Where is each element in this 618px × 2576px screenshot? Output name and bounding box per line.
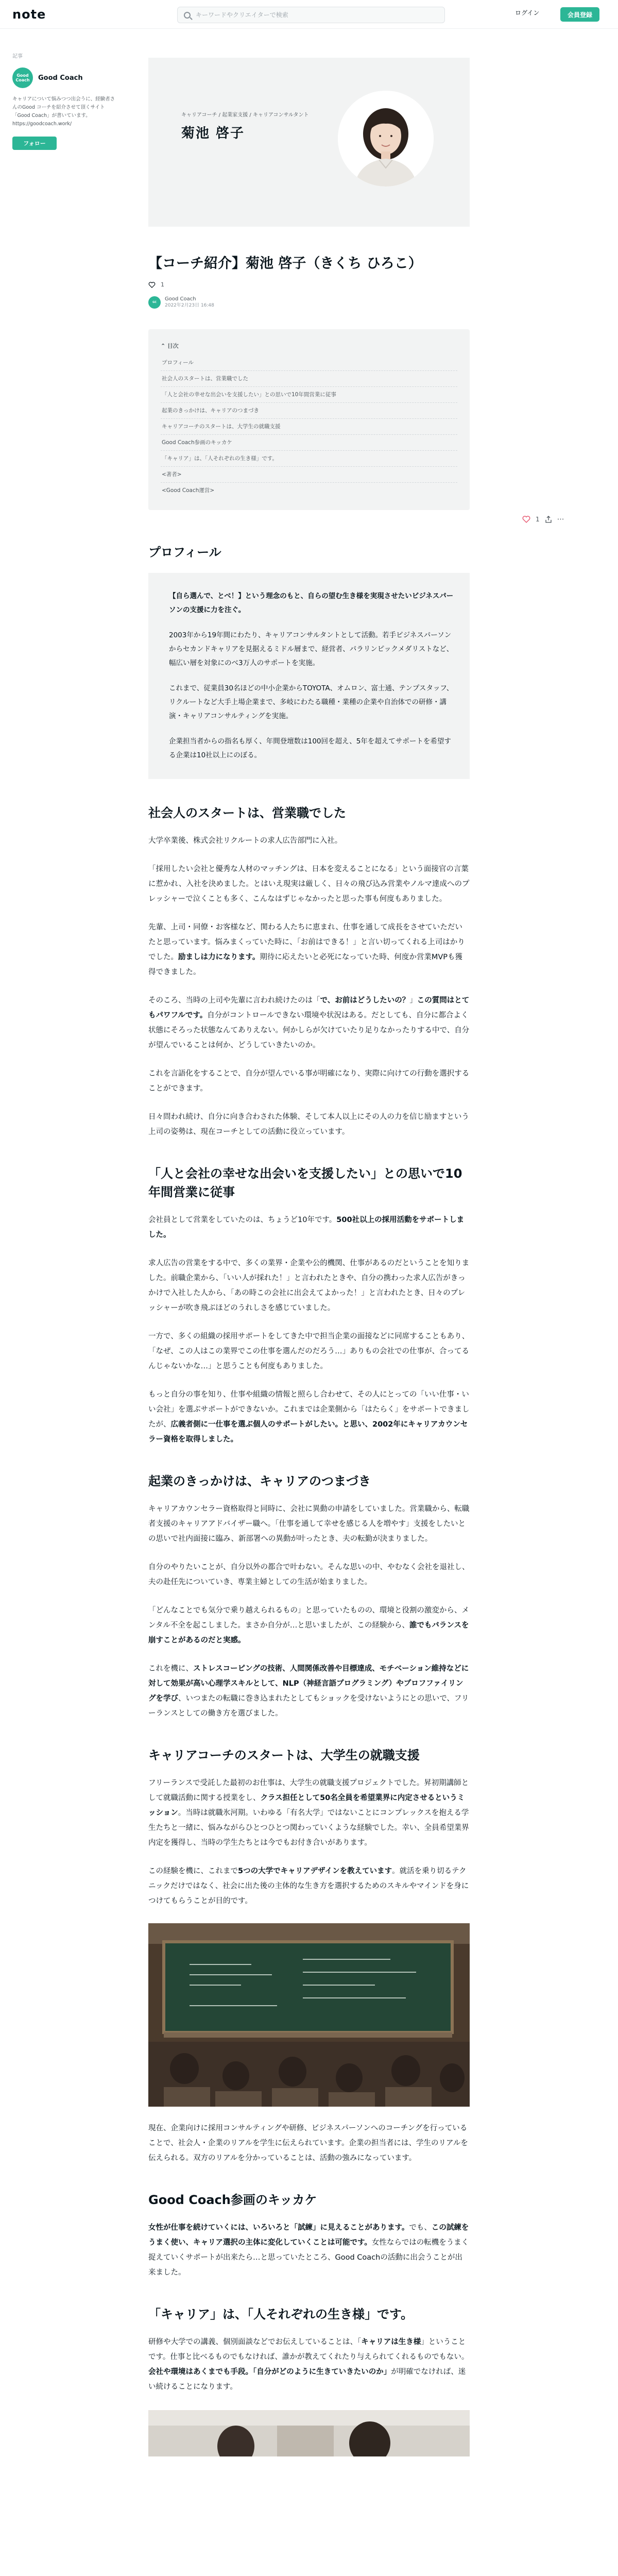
signup-button[interactable]: 会員登録 — [560, 7, 599, 22]
text: 会社員として営業をしていたのは、ちょうど10年です。 — [148, 1216, 337, 1224]
paragraph — [148, 1662, 470, 1721]
text: これを機に、 — [148, 1665, 193, 1673]
search-box[interactable] — [177, 7, 445, 23]
text: でも、 — [409, 2224, 432, 2232]
note-logo[interactable]: note — [12, 7, 46, 22]
bold-text: 5つの大学でキャリアデザインを教えています — [238, 1867, 392, 1875]
author-name[interactable]: Good Coach — [165, 296, 196, 302]
author-row[interactable] — [148, 296, 470, 309]
section-first-job — [148, 804, 470, 1140]
section-sales-years — [148, 1164, 470, 1447]
text: 」ということです。仕事と比べるものでもなければ、誰かが教えてくれたり与えられてくれるものでもない。 — [148, 2338, 469, 2361]
paragraph: キャリアカウンセラー資格取得と同時に、会社に異動の申請をしていました。営業職から、転職者支援のキャリアアドバイザー職へ。「仕事を通して幸せを感じる人を増やす」支援をしたいとの思いで社内面接に臨み、新部署への異動が叶ったとき、夫の転勤が決まりました。 — [148, 1505, 470, 1543]
text: 。当時は就職氷河期。いわゆる「有名大学」ではないことにコンプレックスを抱える学生たちと一緒に、悩みながらひとつひとつ関わっていくような経験でした。幸い、全員希望業界内定を獲得し、当時の学生たちとは今でもお付き合いがあります。 — [148, 1809, 469, 1847]
follow-button[interactable]: フォロー — [12, 137, 57, 150]
toc-heading-label: 目次 — [167, 343, 179, 349]
paragraph — [148, 1864, 470, 1909]
paragraph — [148, 1603, 470, 1648]
creator-description: キャリアについて悩みつつ出会うに、経験者さんのGood コーチを紹介させて頂くサイト「Good Coach」が書いています。https://goodcoach.work/ — [12, 96, 115, 127]
text: 」 — [409, 996, 417, 1005]
text: が明確でなければ、迷い続けることになります。 — [148, 2368, 466, 2391]
like-heart-icon[interactable] — [148, 282, 156, 288]
paragraph: これを言語化をすることで、自分が望んでいる事が明確になり、実際に向けての行動を選択することができます。 — [148, 1070, 470, 1093]
bold-text: 励ましは力になります。 — [178, 953, 260, 961]
section-heading: 起業のきっかけは、キャリアのつまづき — [148, 1474, 371, 1488]
bold-text: この質問はとてもパワフルです。 — [148, 996, 470, 1020]
section-heading: キャリアコーチのスタートは、大学生の就職支援 — [148, 1748, 420, 1762]
toc-item[interactable]: Good Coach参画のキッカケ — [161, 435, 457, 451]
section-heading: Good Coach参画のキッカケ — [148, 2193, 317, 2207]
paragraph: 日々問われ続け、自分に向き合わされた体験、そして本人以上にその人の力を信じ励ますという上司の姿勢は、現在コーチとしての活動に役立っています。 — [148, 1113, 469, 1136]
text: 、いつまたの転職に巻き込まれたとしてもショックを受けないようにとの思いで、フリーランスとしての働き方を選びました。 — [148, 1694, 469, 1718]
section-career-is-life — [148, 2305, 470, 2456]
text: 先輩、上司・同僚・お客様など、関わる人たちに恵まれ、仕事を通して成長をさせていただいたと思っています。悩みまくっていた時に、「お前はできる！」と言い切ってくれる上司はかりでした。 — [148, 923, 465, 961]
profile-lead-text: 【自ら選んで、とべ！】という理念のもと、自らの望む生き様を実現させたいビジネスパーソンの支援に力を注ぐ。 — [169, 592, 454, 614]
paragraph — [148, 1387, 470, 1447]
creator-section-label: 記事 — [12, 54, 23, 59]
bold-text: ストレスコーピングの技術、人間関係改善や目標達成、モチベーション維持などに対して効果が高い心理学スキルとして、NLP（神経言語プログラミング）やプロフファイリングを学び — [148, 1665, 469, 1703]
floating-actions — [522, 515, 564, 523]
toc-item[interactable]: 社会人のスタートは、営業職でした — [161, 371, 457, 387]
more-options-icon[interactable]: ⋯ — [557, 515, 564, 523]
toc-toggle-icon: ⌃ — [161, 343, 167, 349]
like-heart-icon[interactable] — [522, 516, 530, 523]
publish-date: 2022年2月23日 16:48 — [165, 303, 214, 308]
profile-paragraph: これまで、従業員30名ほどの中小企業からTOYOTA、オムロン、富士通、テンプスタッフ、リクルートなど大手上場企業まで、多岐にわたる職種・業種の企業や自治体での研修・講演・キャリアコンサルティングを実施。 — [169, 684, 454, 720]
paragraph — [148, 1776, 470, 1851]
section-founding — [148, 1472, 470, 1721]
section-heading: 「人と会社の幸せな出会いを支援したい」との思いで10年間営業に従事 — [148, 1166, 462, 1199]
text: 研修や大学での講義、個別面談などでお伝えしていることは、「 — [148, 2338, 362, 2346]
paragraph: 「採用したい会社と優秀な人材のマッチングは、日本を変えることになる」という面接官の言葉に惹かれ、入社を決めました。とはいえ現実は厳しく、日々の飛び込み営業やノルマ達成へのプレッシャーで泣くことも多く、こんなはずじゃなかったと思った事も何度もありました。 — [148, 865, 470, 903]
paragraph: 現在、企業向けに採用コンサルティングや研修、ビジネスパーソンへのコーチングを行っていることで、社会人・企業のリアルを学生に伝えられています。企業の担当者には、学生のリアルを伝えられる。双方のリアルを分かっていることは、活動の強みになっています。 — [148, 2124, 468, 2162]
profile-box — [148, 573, 470, 779]
toc-item[interactable]: プロフィール — [161, 355, 457, 371]
toc-item[interactable]: 「人と会社の幸せな出会いを支援したい」との思いで10年間営業に従事 — [161, 387, 457, 403]
section-heading: プロフィール — [148, 545, 221, 560]
profile-paragraph: 企業担当者からの指名も厚く、年間登壇数は100回を超え、5年を超えてサポートを希望する企業は10社以上にのぼる。 — [169, 737, 451, 759]
toc-item[interactable]: キャリアコーチのスタートは、大学生の就職支援 — [161, 419, 457, 435]
login-link[interactable]: ログイン — [515, 9, 540, 16]
hero-subtitle: キャリアコーチ / 起業家支援 / キャリアコンサルタント — [181, 112, 309, 118]
creator-row[interactable] — [12, 67, 115, 88]
text: 期待に応えたいと必死になっていた時、何度か営業MVPも獲得できました。 — [148, 953, 463, 976]
bold-text: 女性が仕事を続けていくには、いろいろと「試練」に見えることがあります。 — [148, 2224, 409, 2232]
text: 「どんなことでも気分で乗り越えられるもの」と思っていたものの、環境と役割の激変から、メンタル不全を起こしました。まさか自分が…と思いましたが、この経験から、 — [148, 1606, 469, 1630]
portrait-graphic — [338, 91, 434, 187]
creator-avatar[interactable]: Good Coach — [12, 67, 33, 88]
lecture-photo — [148, 1923, 470, 2107]
bold-text: クラス担任として50名全員を希望業界に内定させるというミッション — [148, 1794, 465, 1817]
paragraph — [148, 1213, 470, 1243]
toc-item[interactable]: <著者> — [161, 467, 457, 483]
section-profile — [148, 543, 470, 779]
like-count: 1 — [161, 281, 164, 288]
paragraph — [148, 2335, 470, 2395]
section-heading: 「キャリア」は、「人それぞれの生き様」です。 — [148, 2307, 414, 2321]
profile-lead — [169, 589, 454, 617]
global-header — [0, 0, 618, 29]
coach-portrait — [338, 91, 434, 187]
text: そのころ、当時の上司や先輩に言われ続けたのは「 — [148, 996, 320, 1005]
paragraph: 一方で、多くの組織の採用サポートをしてきた中で担当企業の面接などに同席することもあり、「なぜ、この人はこの業界でこの仕事を選んだのだろう…」ありもの会社での仕事が、合ってるんじゃないかな…」と思うことも何度もありました。 — [148, 1332, 470, 1370]
article-title: 【コーチ紹介】菊池 啓子（きくち ひろこ） — [148, 256, 422, 272]
bold-text: キャリアは生き様 — [361, 2338, 421, 2346]
like-count: 1 — [536, 516, 540, 523]
paragraph: 大学卒業後、株式会社リクルートの求人広告部門に入社。 — [148, 837, 342, 845]
search-input[interactable] — [196, 11, 433, 19]
article-main — [148, 58, 470, 2456]
share-icon[interactable] — [545, 516, 552, 523]
paragraph — [148, 993, 470, 1053]
text: 女性ならではの転機をうまく捉えていくサポートが出来たら…と思っていたところ、Good Coachの活動に出会うことが出来ました。 — [148, 2239, 469, 2277]
profile-paragraph: 2003年から19年間にわたり、キャリアコンサルタントとして活動。若手ビジネスパーソンからセカンドキャリアを見据えるミドル層まで、経営者、パラリンピックメダリストなど、幅広い層を対象にのべ3万人のサポートを実施。 — [169, 631, 454, 667]
bold-text: 会社や環境はあくまでも手段。「自分がどのように生きていきたいのか」 — [148, 2368, 391, 2376]
section-heading: 社会人のスタートは、営業職でした — [148, 806, 346, 820]
bottom-photo — [148, 2410, 470, 2456]
bold-text: 広義者側に一仕事を選ぶ個人のサポートがしたい。と思い、2002年にキャリアカウンセラー資格を取得しました。 — [148, 1420, 468, 1444]
paragraph: 自分のやりたいことが、自分以外の都合で叶わない。そんな思いの中、やむなく会社を退社し、夫の赴任先についていき、専業主婦としての生活が始まりました。 — [148, 1563, 470, 1586]
table-of-contents — [148, 329, 470, 510]
text: この経験を機に、これまで — [148, 1867, 238, 1875]
text: 自分がコントロールできない環境や状況はある。だとしても、自分に都合よく状態にそろった状態なんてありえない。何かしらが欠けていたり足りなかったりする中で、自分が望んでいることは何か、どうしていきたいのか。 — [148, 1011, 470, 1049]
toc-item[interactable]: 「キャリア」は、「人それぞれの生き様」です。 — [161, 451, 457, 467]
creator-name[interactable]: Good Coach — [38, 74, 83, 82]
paragraph — [148, 920, 470, 980]
author-avatar[interactable]: GC — [148, 296, 161, 309]
section-good-coach — [148, 2191, 470, 2280]
toc-item[interactable]: <Good Coach運営> — [162, 487, 215, 494]
toc-item[interactable]: 起業のきっかけは、キャリアのつまづき — [161, 403, 457, 419]
toc-heading[interactable] — [161, 342, 457, 350]
text: フリーランスで受託した最初のお仕事は、大学生の就職支援プロジェクトでした。昇初期講師として就職活動に関する授業をし、 — [148, 1779, 469, 1802]
bold-text: 誰でもバランスを崩すことがあるのだと実感。 — [148, 1621, 469, 1645]
search-icon — [184, 12, 191, 19]
creator-panel — [12, 52, 115, 150]
bottom-photo-graphic — [148, 2410, 470, 2456]
text: もっと自分の事を知り、仕事や組織の情報と照らし合わせて、その人にとっての「いい仕事・いい会社」を選ぶサポートができないか。これまでは企業側から「はたらく」をサポートできましたが、 — [148, 1391, 470, 1429]
hero-name: 菊池 啓子 — [181, 126, 245, 141]
lecture-photo-graphic — [148, 1923, 470, 2107]
bold-text: で、お前はどうしたいの？ — [320, 996, 410, 1005]
bold-text: 500社以上の採用活動をサポートしました。 — [148, 1216, 465, 1239]
hero-image — [148, 58, 470, 227]
paragraph — [148, 2221, 470, 2280]
section-career-coach-start — [148, 1746, 470, 2166]
like-row — [148, 281, 470, 288]
text: 。就活を乗り切るテクニックだけではなく、社会に出た後の主体的な生き方を選択するためのスキルやマインドを身につけてもらうことが目的です。 — [148, 1867, 469, 1905]
bold-text: この試練をうまく使い、キャリア選択の主体に変化していくことは可能です。 — [148, 2224, 469, 2247]
paragraph: 求人広告の営業をする中で、多くの業界・企業や公的機関、仕事があるのだということを知りました。前職企業から、「いい人が採れた！」と言われたときや、自分の携わった求人広告がきっかけで入社した人から、「あの時この会社に出会えてよかった！」と言われたとき、日々のプレッシャーが吹き飛ぶほどのうれしさを感じていました。 — [148, 1259, 470, 1312]
